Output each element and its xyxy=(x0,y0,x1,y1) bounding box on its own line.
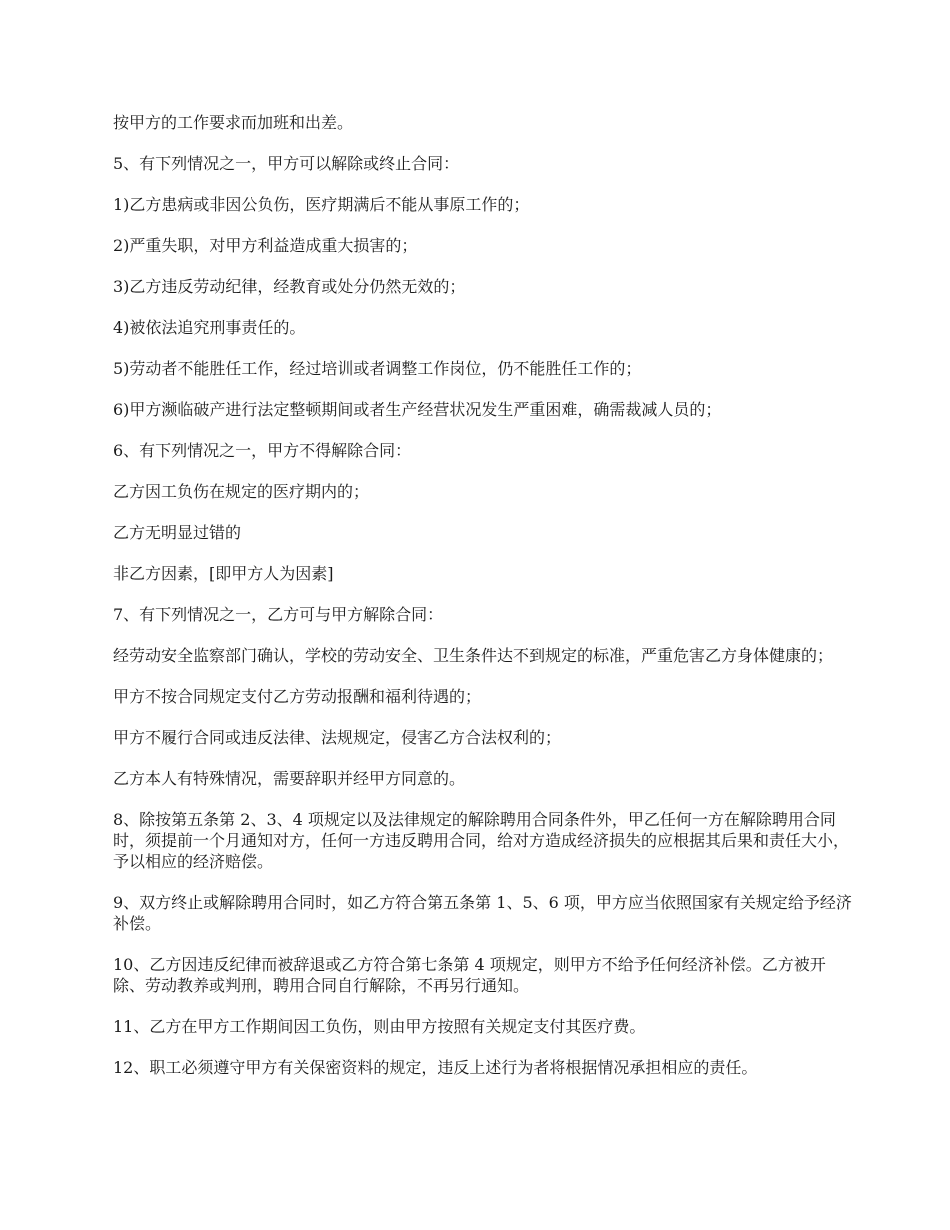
paragraph: 甲方不按合同规定支付乙方劳动报酬和福利待遇的； xyxy=(113,687,482,706)
paragraph: 非乙方因素，[即甲方人为因素] xyxy=(113,564,334,583)
clause-10: 10、乙方因违反纪律而被辞退或乙方符合第七条第 4 项规定，则甲方不给予任何经济补偿。乙方被开除、劳动教养或判刑，聘用合同自行解除，不再另行通知。 xyxy=(113,955,826,995)
paragraph: 甲方不履行合同或违反法律、法规规定，侵害乙方合法权利的； xyxy=(113,728,562,747)
paragraph: 5)劳动者不能胜任工作，经过培训或者调整工作岗位，仍不能胜任工作的； xyxy=(113,359,642,378)
clause-6-heading: 6、有下列情况之一，甲方不得解除合同： xyxy=(113,441,412,460)
clause-9: 9、双方终止或解除聘用合同时，如乙方符合第五条第 1、5、6 项，甲方应当依照国家有关规定给予经济补偿。 xyxy=(113,893,852,933)
clause-12: 12、职工必须遵守甲方有关保密资料的规定，违反上述行为者将根据情况承担相应的责任。 xyxy=(113,1058,758,1077)
clause-7-heading: 7、有下列情况之一，乙方可与甲方解除合同： xyxy=(113,605,444,624)
paragraph: 3)乙方违反劳动纪律，经教育或处分仍然无效的； xyxy=(113,277,466,296)
paragraph: 按甲方的工作要求而加班和出差。 xyxy=(113,113,354,132)
paragraph: 1)乙方患病或非因公负伤，医疗期满后不能从事原工作的； xyxy=(113,195,530,214)
document-body xyxy=(113,112,853,1098)
paragraph: 乙方无明显过错的 xyxy=(113,523,242,542)
clause-5-heading: 5、有下列情况之一，甲方可以解除或终止合同： xyxy=(113,154,460,173)
clause-8: 8、除按第五条第 2、3、4 项规定以及法律规定的解除聘用合同条件外，甲乙任何一方在解除聘用合同时，须提前一个月通知对方，任何一方违反聘用合同，给对方造成经济损失的应根据其后果和责任大小，予以相应的经济赔偿。 xyxy=(113,810,850,871)
paragraph: 6)甲方濒临破产进行法定整顿期间或者生产经营状况发生严重困难，确需裁减人员的； xyxy=(113,400,722,419)
clause-11: 11、乙方在甲方工作期间因工负伤，则由甲方按照有关规定支付其医疗费。 xyxy=(113,1017,646,1036)
paragraph: 2)严重失职，对甲方利益造成重大损害的； xyxy=(113,236,418,255)
paragraph: 经劳动安全监察部门确认，学校的劳动安全、卫生条件达不到规定的标准，严重危害乙方身体健康的； xyxy=(113,646,834,665)
paragraph: 乙方因工负伤在规定的医疗期内的； xyxy=(113,482,370,501)
paragraph: 4)被依法追究刑事责任的。 xyxy=(113,318,306,337)
paragraph: 乙方本人有特殊情况，需要辞职并经甲方同意的。 xyxy=(113,769,466,788)
